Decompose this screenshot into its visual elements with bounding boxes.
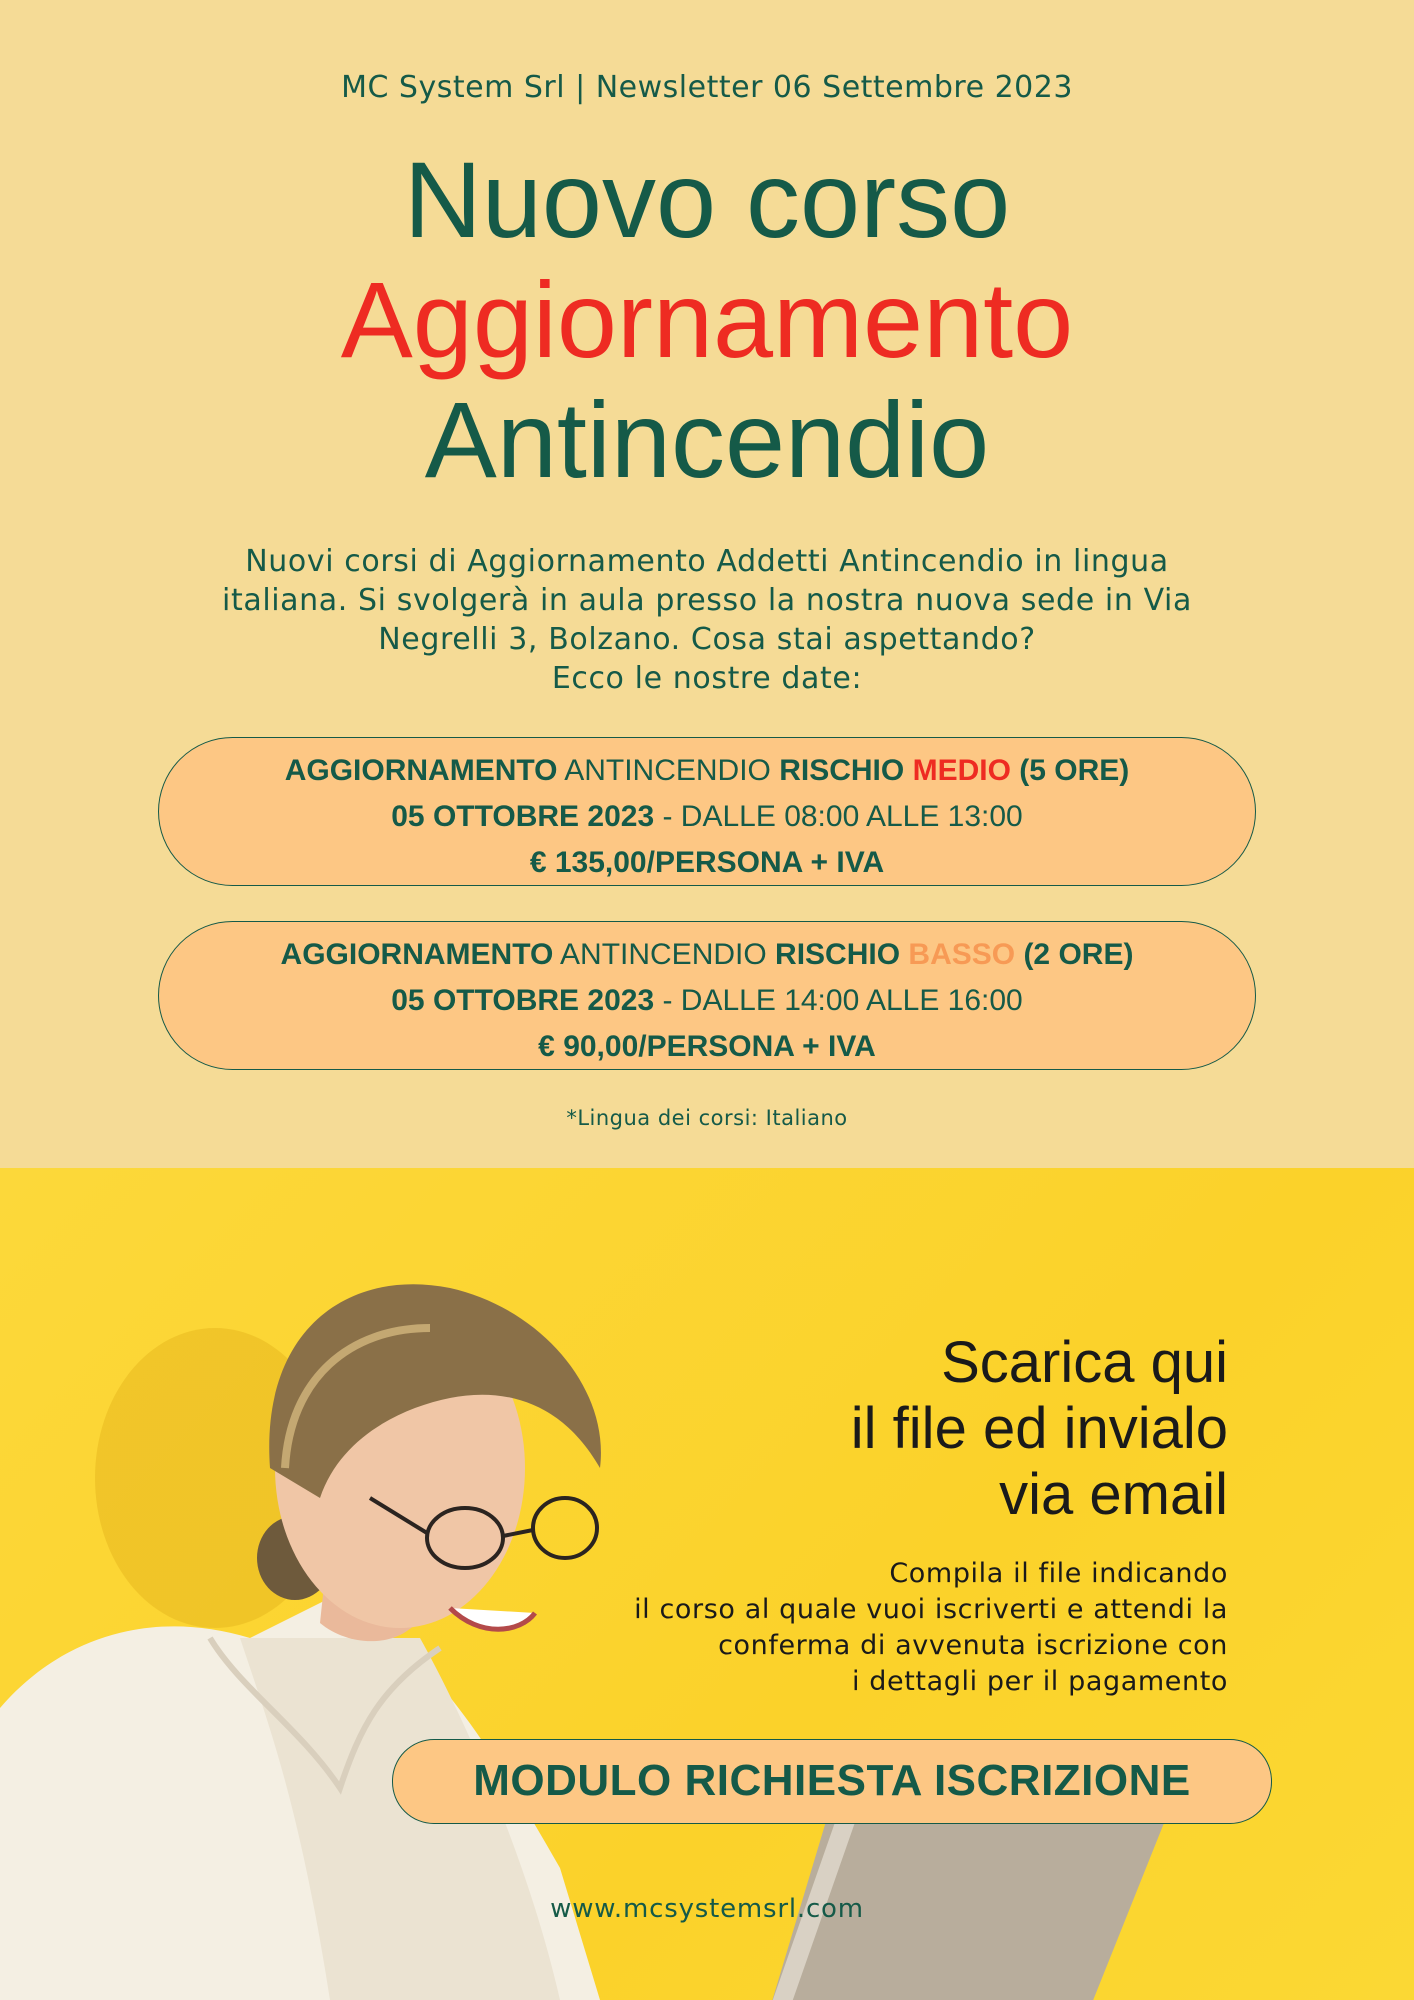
course-date-row xyxy=(159,794,1255,840)
cta-text-line-2: il corso al quale vuoi iscriverti e attendi la xyxy=(634,1594,1228,1625)
course-hours: (5 ORE) xyxy=(1019,754,1130,787)
course-date-row xyxy=(159,978,1255,1024)
intro-line-3: Negrelli 3, Bolzano. Cosa stai aspettando? xyxy=(378,622,1036,657)
title-line-1: Nuovo corso xyxy=(403,139,1011,260)
intro-line-4: Ecco le nostre date: xyxy=(551,661,863,696)
course-word-rischio: RISCHIO xyxy=(775,938,901,971)
course-word-rischio: RISCHIO xyxy=(779,754,905,787)
course-date: 05 OTTOBRE 2023 xyxy=(391,800,655,833)
intro-line-1: Nuovi corsi di Aggiornamento Addetti Antincendio in lingua xyxy=(245,544,1169,579)
cta-description xyxy=(508,1556,1228,1700)
cta-title-line-1: Scarica qui xyxy=(941,1330,1228,1395)
course-title-row xyxy=(159,748,1255,794)
course-card-basso xyxy=(158,921,1256,1070)
course-card-medio xyxy=(158,737,1256,886)
page-title xyxy=(0,140,1414,500)
title-line-2: Aggiornamento xyxy=(340,259,1074,380)
course-time: - DALLE 08:00 ALLE 13:00 xyxy=(654,800,1023,833)
bottom-section xyxy=(0,1168,1414,2000)
cta-title-line-3: via email xyxy=(999,1462,1228,1527)
course-word-aggiornamento: AGGIORNAMENTO xyxy=(280,938,554,971)
course-title-row xyxy=(159,932,1255,978)
course-level: MEDIO xyxy=(912,754,1011,787)
course-price-row xyxy=(159,840,1255,886)
course-word-aggiornamento: AGGIORNAMENTO xyxy=(284,754,558,787)
title-line-3: Antincendio xyxy=(424,379,990,500)
course-word-antincendio: ANTINCENDIO xyxy=(564,754,771,787)
course-price: € 90,00/PERSONA + IVA xyxy=(538,1030,876,1063)
course-price: € 135,00/PERSONA + IVA xyxy=(529,846,885,879)
course-date: 05 OTTOBRE 2023 xyxy=(391,984,655,1017)
course-price-row xyxy=(159,1024,1255,1070)
language-note: *Lingua dei corsi: Italiano xyxy=(566,1106,848,1130)
newsletter-header: MC System Srl | Newsletter 06 Settembre 2023 xyxy=(341,70,1073,105)
intro-line-2: italiana. Si svolgerà in aula presso la nostra nuova sede in Via xyxy=(222,583,1192,618)
cta-text-line-1: Compila il file indicando xyxy=(889,1558,1228,1589)
intro-paragraph xyxy=(150,542,1264,698)
website-link[interactable]: www.mcsystemsrl.com xyxy=(550,1894,864,1924)
cta-text-line-4: i dettagli per il pagamento xyxy=(852,1666,1228,1697)
cta-text-line-3: conferma di avvenuta iscrizione con xyxy=(718,1630,1228,1661)
registration-form-button[interactable]: MODULO RICHIESTA ISCRIZIONE xyxy=(392,1739,1272,1824)
cta-title xyxy=(528,1330,1228,1528)
course-level: BASSO xyxy=(908,938,1016,971)
course-hours: (2 ORE) xyxy=(1023,938,1134,971)
cta-title-line-2: il file ed invialo xyxy=(850,1396,1228,1461)
course-word-antincendio: ANTINCENDIO xyxy=(560,938,767,971)
course-time: - DALLE 14:00 ALLE 16:00 xyxy=(654,984,1023,1017)
